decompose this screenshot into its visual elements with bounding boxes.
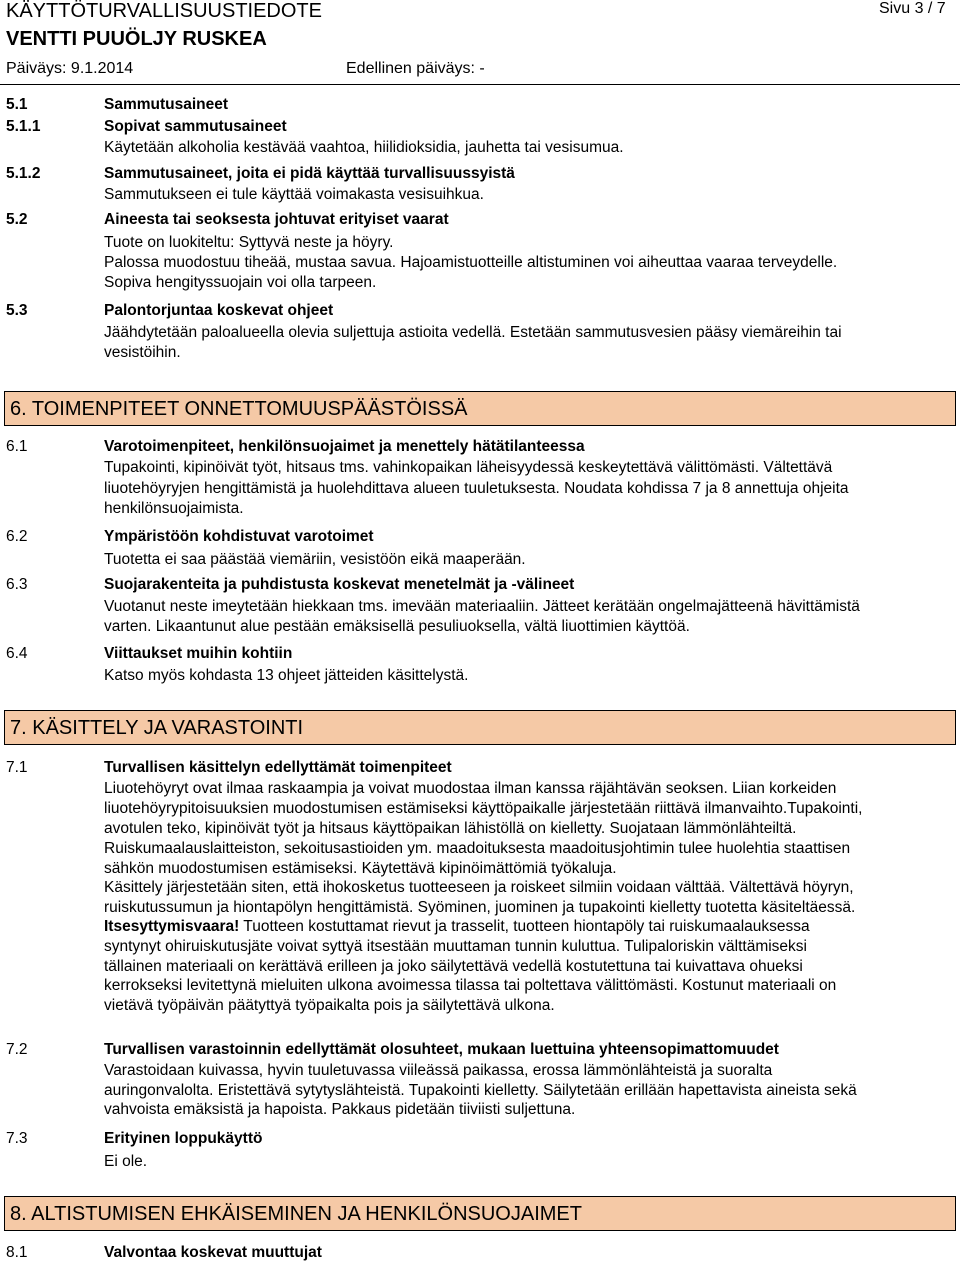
body-text: auringonvalolta. Eristettävä sytytyslähteistä. Tupakointi kielletty. Säilytetään erillään hapettavista aineista sekä xyxy=(104,1082,857,1099)
body-text: vietävä työpäivän päätyttyä työpaikalta pois ja säilytettävä ulkona. xyxy=(104,997,555,1014)
body-text: ruiskutussumun ja hiontapölyn hengittämistä. Syöminen, juominen ja tupakointi kielletty tuotetta käsiteltäessä. xyxy=(104,899,856,916)
section-number: 7.3 xyxy=(6,1130,28,1147)
subsection-title: Sammutusaineet xyxy=(104,96,229,113)
subsection-title: Ympäristöön kohdistuvat varotoimet xyxy=(104,528,374,545)
subsection-title: Aineesta tai seoksesta johtuvat erityiset vaarat xyxy=(104,211,449,228)
body-text: Ruiskumaalauslaitteiston, sekoitusastioiden ym. maadoituksesta maadoitusjohtimin tulee huolehtia staattisen xyxy=(104,840,851,857)
section-number: 7.2 xyxy=(6,1041,28,1058)
section-number: 5.1.1 xyxy=(6,118,41,135)
section-number: 5.3 xyxy=(6,302,28,319)
subsection-title: Viittaukset muihin kohtiin xyxy=(104,645,293,662)
product-name: VENTTI PUUÖLJY RUSKEA xyxy=(6,28,267,50)
section-heading-text: 7. KÄSITTELY JA VARASTOINTI xyxy=(10,717,304,739)
subsection-title: Turvallisen varastoinnin edellyttämät olosuhteet, mukaan luettuina yhteensopimattomuudet xyxy=(104,1041,779,1058)
issue-date: Päiväys: 9.1.2014 xyxy=(6,60,134,77)
body-text: Varastoidaan kuivassa, hyvin tuuletuvassa viileässä paikassa, erossa lämmönlähteistä ja suoralta xyxy=(104,1062,773,1079)
subsection-title: Erityinen loppukäyttö xyxy=(104,1130,263,1147)
section-number: 6.4 xyxy=(6,645,28,662)
subsection-title: Suojarakenteita ja puhdistusta koskevat menetelmät ja -välineet xyxy=(104,576,575,593)
section-number: 5.1 xyxy=(6,96,28,113)
section-number: 5.2 xyxy=(6,211,28,228)
section-number: 6.3 xyxy=(6,576,28,593)
body-text: avotulen teko, kipinöivät työt ja hitsaus käyttöpaikan lähistöllä on kielletty. Suojataan lämmönlähteiltä. xyxy=(104,820,797,837)
body-text: Tupakointi, kipinöivät työt, hitsaus tms. vahinkopaikan läheisyydessä keskeytettävä välittömästi. Vältettävä xyxy=(104,459,833,476)
body-text: Jäähdytetään paloalueella olevia suljettuja astioita vedellä. Estetään sammutusvesien pääsy viemäreihin tai xyxy=(104,324,842,341)
body-text: Käytetään alkoholia kestävää vaahtoa, hiilidioksidia, jauhetta tai vesisumua. xyxy=(104,139,624,156)
subsection-title: Valvontaa koskevat muuttujat xyxy=(104,1244,322,1261)
body-text: Sopiva hengityssuojain voi olla tarpeen. xyxy=(104,274,377,291)
body-text: Palossa muodostuu tiheää, mustaa savua. Hajoamistuotteille altistuminen voi aiheuttaa vaaraa terveydelle. xyxy=(104,254,838,271)
section-number: 7.1 xyxy=(6,759,28,776)
body-text: Tuotetta ei saa päästää viemäriin, vesistöön eikä maaperään. xyxy=(104,551,526,568)
body-text: Katso myös kohdasta 13 ohjeet jätteiden käsittelystä. xyxy=(104,667,469,684)
page-number: Sivu 3 / 7 xyxy=(879,0,946,17)
body-text: vesistöihin. xyxy=(104,344,181,361)
body-text: Tuote on luokiteltu: Syttyvä neste ja höyry. xyxy=(104,234,394,251)
subsection-title: Turvallisen käsittelyn edellyttämät toimenpiteet xyxy=(104,759,452,776)
body-text: tällainen materiaali on kerättävä erilleen ja joko säilytettävä vedellä kostutettuna tai kuivattava ohueksi xyxy=(104,958,803,975)
body-text: sähkön muodostumisen estämiseksi. Käytettävä kipinöimättömiä työkaluja. xyxy=(104,860,617,877)
body-text: liuotehöyryjen hengittämistä ja huolehdittava alueen tuuletuksesta. Noudata kohdissa 7 ja 8 annettuja ohjeita xyxy=(104,480,849,497)
body-text: henkilönsuojaimista. xyxy=(104,500,244,517)
body-text: liuotehöyrypitoisuuksien muodostumisen estämiseksi käyttöpaikalle järjestetään riittävä ilmanvaihto.Tupakointi, xyxy=(104,800,863,817)
body-text: Ei ole. xyxy=(104,1153,148,1170)
warning-text: Itsesyttymisvaara! xyxy=(104,918,240,935)
section-heading-7 xyxy=(4,710,956,745)
section-heading-text: 6. TOIMENPITEET ONNETTOMUUSPÄÄSTÖISSÄ xyxy=(10,398,468,420)
subsection-title: Sopivat sammutusaineet xyxy=(104,118,287,135)
body-text: kerrokseksi levitettynä mieluiten ulkona avoimessa tilassa tai poltettava välittömästi. Kostunut materiaali on xyxy=(104,977,837,994)
section-number: 5.1.2 xyxy=(6,165,41,182)
previous-date: Edellinen päiväys: - xyxy=(346,60,485,77)
body-text: Liuotehöyryt ovat ilmaa raskaampia ja voivat muodostaa ilman kanssa räjähtävän seoksen. Liian korkeiden xyxy=(104,780,837,797)
section-heading-6 xyxy=(4,391,956,426)
subsection-title: Varotoimenpiteet, henkilönsuojaimet ja menettely hätätilanteessa xyxy=(104,438,585,455)
body-text: Sammutukseen ei tule käyttää voimakasta vesisuihkua. xyxy=(104,186,484,203)
section-number: 8.1 xyxy=(6,1244,28,1261)
body-text: vahvoista emäksistä ja hapoista. Pakkaus pidetään tiiviisti suljettuna. xyxy=(104,1101,576,1118)
body-text: Tuotteen kostuttamat rievut ja trasselit, tuotteen hiontapöly tai ruiskumaalauksessa xyxy=(239,918,810,935)
body-text: varten. Likaantunut alue pestään emäksisellä pesuliuoksella, vältä liuottimien käyttöä. xyxy=(104,618,690,635)
section-number: 6.2 xyxy=(6,528,28,545)
subsection-title: Sammutusaineet, joita ei pidä käyttää turvallisuussyistä xyxy=(104,165,515,182)
subsection-title: Palontorjuntaa koskevat ohjeet xyxy=(104,302,334,319)
body-text: Vuotanut neste imeytetään hiekkaan tms. imevään materiaaliin. Jätteet kerätään ongelmajätteenä hävittämistä xyxy=(104,598,860,615)
body-text: Käsittely järjestetään siten, että ihokosketus tuotteeseen ja roiskeet silmiin voidaan välttää. Vältettävä höyryn, xyxy=(104,879,854,896)
section-number: 6.1 xyxy=(6,438,28,455)
section-heading-8 xyxy=(4,1196,956,1231)
document-title: KÄYTTÖTURVALLISUUSTIEDOTE xyxy=(6,0,322,22)
body-text: syntynyt ohiruiskutusjäte voivat syttyä itsestään muuttaman tunnin kuluttua. Tulipaloriskin välttämiseksi xyxy=(104,938,807,955)
body-text-warning xyxy=(104,918,810,936)
header-divider xyxy=(0,84,960,85)
section-heading-text: 8. ALTISTUMISEN EHKÄISEMINEN JA HENKILÖNSUOJAIMET xyxy=(10,1203,582,1225)
